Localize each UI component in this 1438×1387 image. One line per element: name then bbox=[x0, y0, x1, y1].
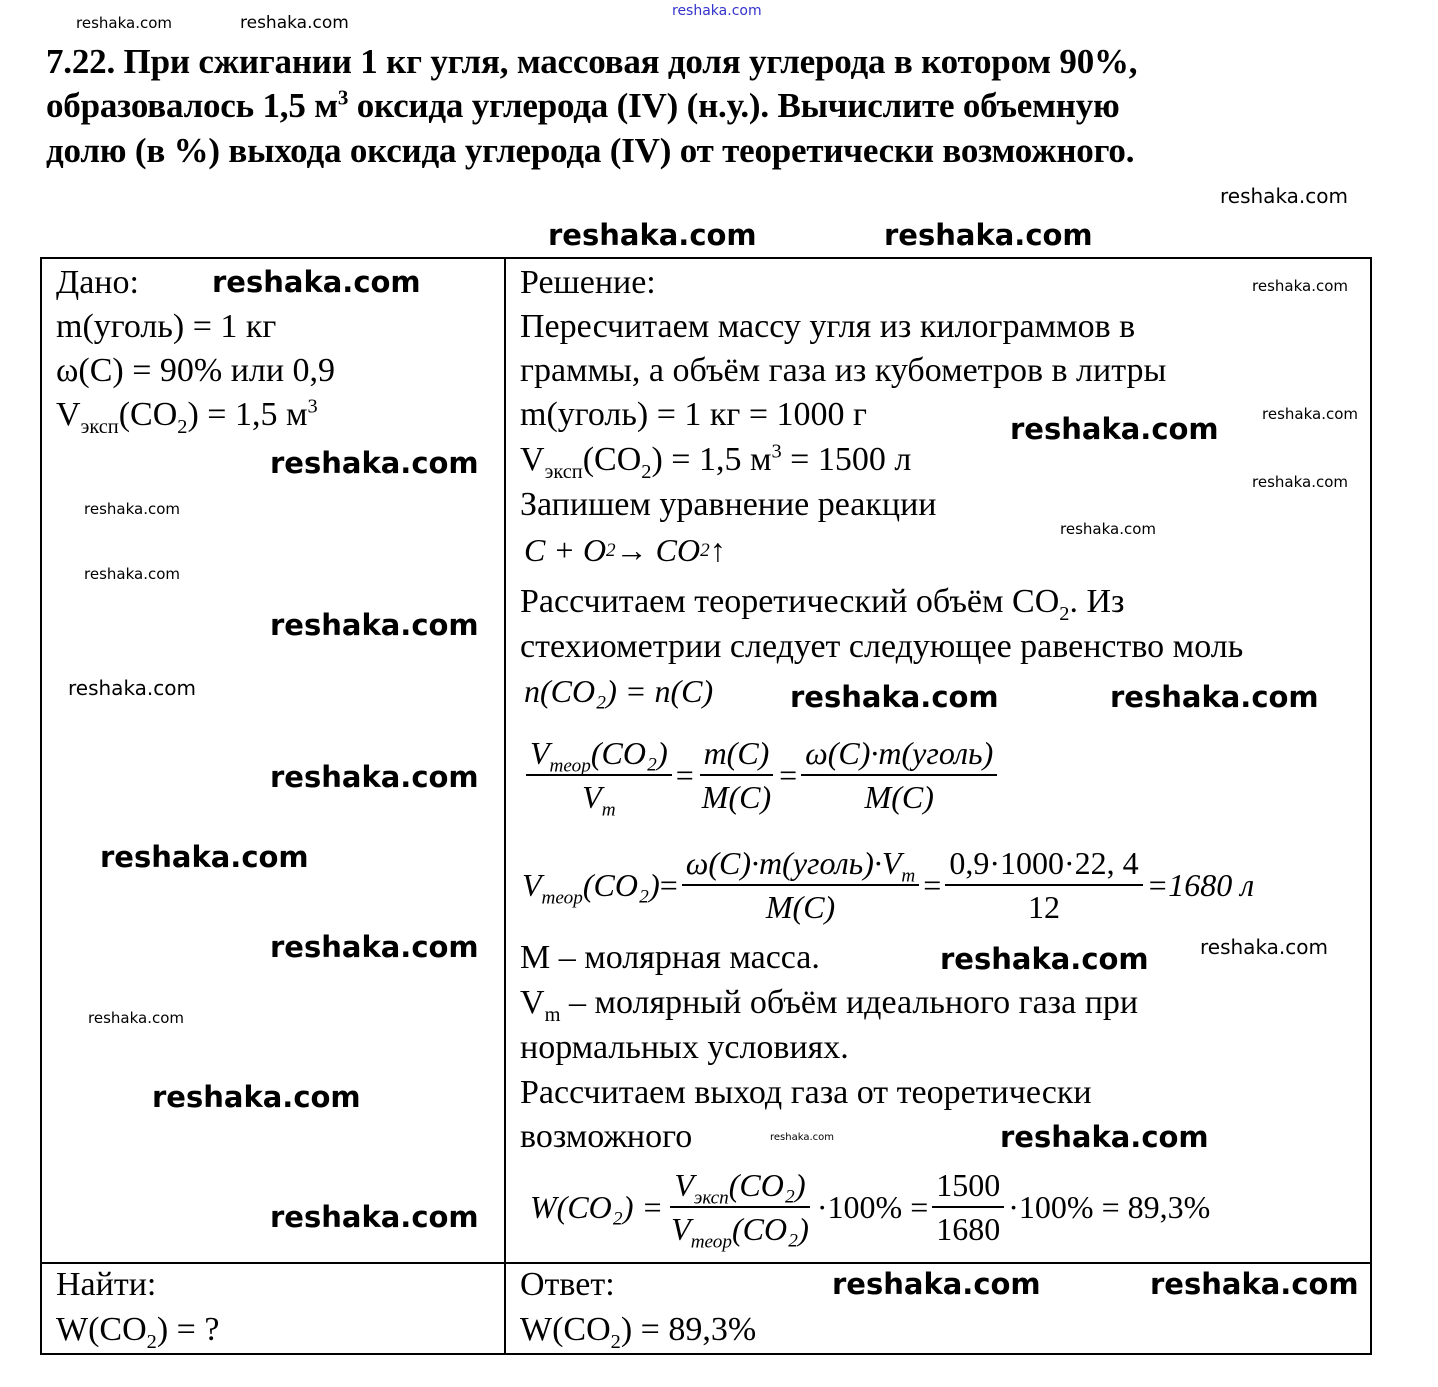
watermark: reshaka.com bbox=[1060, 520, 1156, 538]
solution-header: Решение: bbox=[520, 264, 656, 301]
watermark: reshaka.com bbox=[1150, 1267, 1359, 1301]
watermark: reshaka.com bbox=[1220, 184, 1348, 208]
watermark: reshaka.com bbox=[270, 1200, 479, 1234]
problem-line-3: долю (в %) выхода оксида углерода (IV) от теоретически возможного. bbox=[46, 131, 1135, 170]
solution-text: возможного bbox=[520, 1118, 693, 1155]
solution-text: $V_m$ – молярный объём идеального газа при bbox=[520, 984, 1139, 1026]
solution-text: стехиометрии следует следующее равенство моль bbox=[520, 628, 1244, 665]
watermark: reshaka.com bbox=[152, 1080, 361, 1114]
watermark: reshaka.com bbox=[270, 446, 479, 480]
problem-line-1: 7.22. При сжигании 1 кг угля, массовая доля углерода в котором 90%, bbox=[46, 42, 1138, 81]
column-divider bbox=[504, 257, 506, 1353]
answer-value: $W(CO_2) = 89,3\%$ bbox=[520, 1311, 757, 1353]
given-item: m(уголь) = 1 кг bbox=[56, 308, 277, 345]
watermark: reshaka.com bbox=[100, 840, 309, 874]
watermark: reshaka.com bbox=[270, 608, 479, 642]
solution-text: Пересчитаем массу угля из килограммов в bbox=[520, 308, 1136, 345]
watermark: reshaka.com bbox=[832, 1267, 1041, 1301]
watermark: reshaka.com bbox=[84, 500, 180, 518]
watermark: reshaka.com bbox=[1262, 405, 1358, 423]
watermark: reshaka.com bbox=[548, 218, 757, 252]
solution-text: M – молярная масса. bbox=[520, 939, 820, 976]
solution-text: m(уголь) = 1 кг = 1000 г bbox=[520, 396, 867, 433]
watermark: reshaka.com bbox=[884, 218, 1093, 252]
watermark: reshaka.com bbox=[270, 930, 479, 964]
watermark: reshaka.com bbox=[88, 1009, 184, 1027]
watermark: reshaka.com bbox=[1200, 935, 1328, 959]
mole-equality: n(CO₂) = n(C) bbox=[524, 673, 714, 709]
watermark: reshaka.com bbox=[270, 760, 479, 794]
problem-line-2: образовалось 1,5 $м^3$ оксида углерода (IV) (н.у.). Вычислите объемную bbox=[46, 85, 1120, 125]
watermark: reshaka.com bbox=[1010, 412, 1219, 446]
formula-ratio: $V_{теор}(CO_2)$ $V_m$ = $\frac{m(C)}{M(C)}$ = ω(C)·m(уголь) M(C) bbox=[522, 732, 1001, 818]
watermark: reshaka.com bbox=[84, 565, 180, 583]
watermark: reshaka.com bbox=[1000, 1120, 1209, 1154]
solution-text: граммы, а объём газа из кубометров в литры bbox=[520, 352, 1167, 389]
watermark: reshaka.com bbox=[76, 14, 172, 32]
given-item: ω(C) = 90% или 0,9 bbox=[56, 352, 336, 389]
watermark: reshaka.com bbox=[1110, 680, 1319, 714]
row-divider bbox=[40, 1262, 1370, 1264]
answer-header: Ответ: bbox=[520, 1266, 615, 1303]
given-header: Дано: bbox=[56, 264, 139, 301]
solution-text: $V_{эксп}(CO_2) = 1,5$ $м^3 = 1500$ л bbox=[520, 440, 912, 483]
watermark: reshaka.com bbox=[68, 676, 196, 700]
watermark: reshaka.com bbox=[790, 680, 999, 714]
solution-text: Запишем уравнение реакции bbox=[520, 486, 937, 523]
watermark: reshaka.com bbox=[1252, 277, 1348, 295]
watermark: reshaka.com bbox=[770, 1132, 834, 1143]
find-header: Найти: bbox=[56, 1266, 157, 1303]
formula-theoretical-volume: $V_{теор}(CO_2)$ = $\omega(C)\cdot m(уголь)\cdot V_m$ M(C) = $\frac{0,9\cdot 1000\cdot 22, 4}{12}$ =1680 л bbox=[522, 842, 1254, 928]
solution-text: Рассчитаем выход газа от теоретически bbox=[520, 1074, 1092, 1111]
solution-text: нормальных условиях. bbox=[520, 1029, 849, 1066]
watermark: reshaka.com bbox=[672, 3, 762, 19]
solution-text: Рассчитаем теоретический объём $CO_2$. Из bbox=[520, 583, 1125, 625]
reaction-equation: C + O 2 → CO 2 ↑ bbox=[524, 532, 726, 568]
watermark: reshaka.com bbox=[240, 13, 349, 33]
watermark: reshaka.com bbox=[940, 942, 1149, 976]
find-item: $W(CO_2)$ = ? bbox=[56, 1311, 220, 1353]
formula-yield: W(CO₂) = $V_{эксп}(CO_2)$ $V_{теор}(CO_2)$ ·100% = $\frac{1500}{1680}$ ·100% = 89,3% bbox=[530, 1164, 1210, 1250]
given-item: $V_{эксп}(CO_2) = 1,5$ $м^3$ bbox=[56, 395, 318, 438]
watermark: reshaka.com bbox=[1252, 473, 1348, 491]
watermark: reshaka.com bbox=[212, 265, 421, 299]
